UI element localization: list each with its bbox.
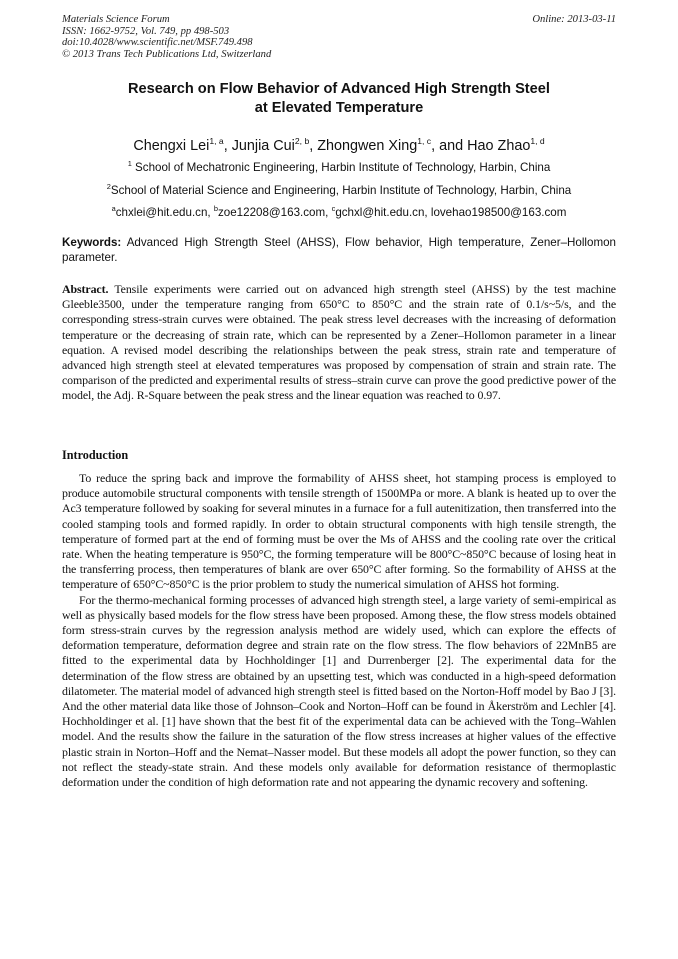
affiliation-text: School of Mechatronic Engineering, Harbin Institute of Technology, Harbin, China (135, 161, 551, 174)
journal-name: Materials Science Forum (62, 14, 170, 25)
email-text: chxlei@hit.edu.cn, (115, 206, 214, 219)
intro-paragraph-2: For the thermo-mechanical forming processes of advanced high strength steel, a large variety of semi-empirical as well as physically based models for the flow stress have been proposed. Among these, the flow stress models obtained form stress-strain curves by the regression analysis method are widely used, which can explore the effects of deformation temperature, deformation degree and strain rate on the flow stress. The flow behaviors of 22MnB5 are fitted to the experimental data by Hochholdinger [1] and Durrenberger [2]. The experimental data for the determination of the flow stress are obtained by an upsetting test, which was conducted in a high-speed deformation dilatometer. The material model of advanced high strength steel is fitted based on the Norton-Hoff model by Bao J [3]. And the other material data like those of Johnson–Cook and Norton–Hoff can be found in Åkerström and Lechler [4]. Hochholdinger et al. [1] have shown that the best fit of the experimental data can be achieved with the Tong–Wahlen model. And the results show the failure in the saturation of the flow stress increases at higher values of the effective plastic strain in Norton–Hoff and the Nemat–Nasser model. But these models all adopt the power function, so they can not reflect the steady-state strain. And these models only available for deformation resistance of thermoplastic deformation under the condition of high deformation rate and not appearing the dynamic recovery and softening. (62, 592, 616, 790)
copyright-line: © 2013 Trans Tech Publications Ltd, Switzerland (62, 48, 272, 60)
abstract (62, 282, 616, 404)
author-sep: , (223, 138, 232, 154)
author-sep: , and (431, 138, 468, 154)
author-sup: 1, d (530, 136, 545, 146)
author-sup: 2, b (294, 136, 310, 146)
author-name: Chengxi Lei (133, 138, 210, 154)
affiliation-sup: 2 (106, 182, 111, 191)
email-text: zoe12208@163.com, (217, 206, 332, 219)
email-sup: c (331, 204, 336, 213)
introduction-body (62, 471, 616, 790)
author-sup: 1, c (417, 136, 432, 146)
issn-line: ISSN: 1662-9752, Vol. 749, pp 498-503 (62, 25, 230, 37)
author-name: Zhongwen Xing (317, 138, 418, 154)
affiliation-1 (56, 157, 622, 175)
affiliation-2 (56, 180, 622, 198)
title-line-1: Research on Flow Behavior of Advanced High Strength Steel (128, 81, 550, 97)
introduction-heading: Introduction (62, 448, 129, 462)
doi-line: doi:10.4028/www.scientific.net/MSF.749.498 (62, 37, 253, 49)
abstract-text: Tensile experiments were carried out on advanced high strength steel (AHSS) by the test machine Gleeble3500, under the temperature ranging from 650°C to 850°C and the strain rate of 0.1/s~5/s, and the corresponding stress-strain curves were obtained. The peak stress level decreases with the increasing of deformation temperature or the decreasing of strain rate, which can be represented by a Zener–Hollomon parameter in a linear equation. A revised model describing the relationships between the peak stress, strain rate and temperature of advanced high strength steel at elevated temperatures was proposed by compensation of strain and strain rate. The comparison of the predicted and experimental results of stress–strain curve can prove the good predictive power of the model, the Adj. R-Square between the peak stress and the linear equation was reached to 0.97. (62, 282, 616, 403)
title-line-2: at Elevated Temperature (254, 100, 424, 116)
email-text: gchxl@hit.edu.cn, lovehao198500@163.com (335, 206, 567, 219)
keywords-text: Advanced High Strength Steel (AHSS), Flow behavior, High temperature, Zener–Hollomon parameter. (62, 236, 616, 264)
intro-paragraph-1: To reduce the spring back and improve the formability of AHSS sheet, hot stamping process is employed to produce automobile structural components with tensile strength of 1500MPa or more. A blank is heated up to over the Ac3 temperature followed by soaking for several minutes in a furnace for a full autenitization, then transferred into the cooled stamping tools and formed rapidly. In order to obtain structural components with high tensile strength, the temperature of formed part at the end of forming must be over the Ms of AHSS and the cooling rate over the critical rate. When the heating temperature is 950°C, the forming temperature will be 800°C~850°C because of losing heat in the transferring process, then temperatures of blank are over 650°C after forming. So the formability of AHSS at the temperature of 650°C~850°C is the prior problem to study the numerical simulation of AHSS hot forming. (62, 471, 616, 592)
email-sup: a (111, 204, 116, 213)
keywords (62, 235, 616, 265)
paper-title (62, 80, 616, 118)
affiliation-sup: 1 (127, 159, 132, 168)
author-sup: 1, a (209, 136, 224, 146)
author-name: Junjia Cui (231, 138, 295, 154)
journal-header (62, 14, 616, 60)
email-sup: b (213, 204, 218, 213)
online-date: Online: 2013-03-11 (532, 14, 616, 25)
keywords-label: Keywords: (62, 236, 122, 249)
affiliation-text: School of Material Science and Engineering, Harbin Institute of Technology, Harbin, China (110, 184, 572, 197)
author-sep: , (309, 138, 318, 154)
email-list (56, 202, 622, 220)
abstract-label: Abstract. (62, 282, 109, 296)
author-name: Hao Zhao (467, 138, 531, 154)
author-list (62, 132, 616, 155)
